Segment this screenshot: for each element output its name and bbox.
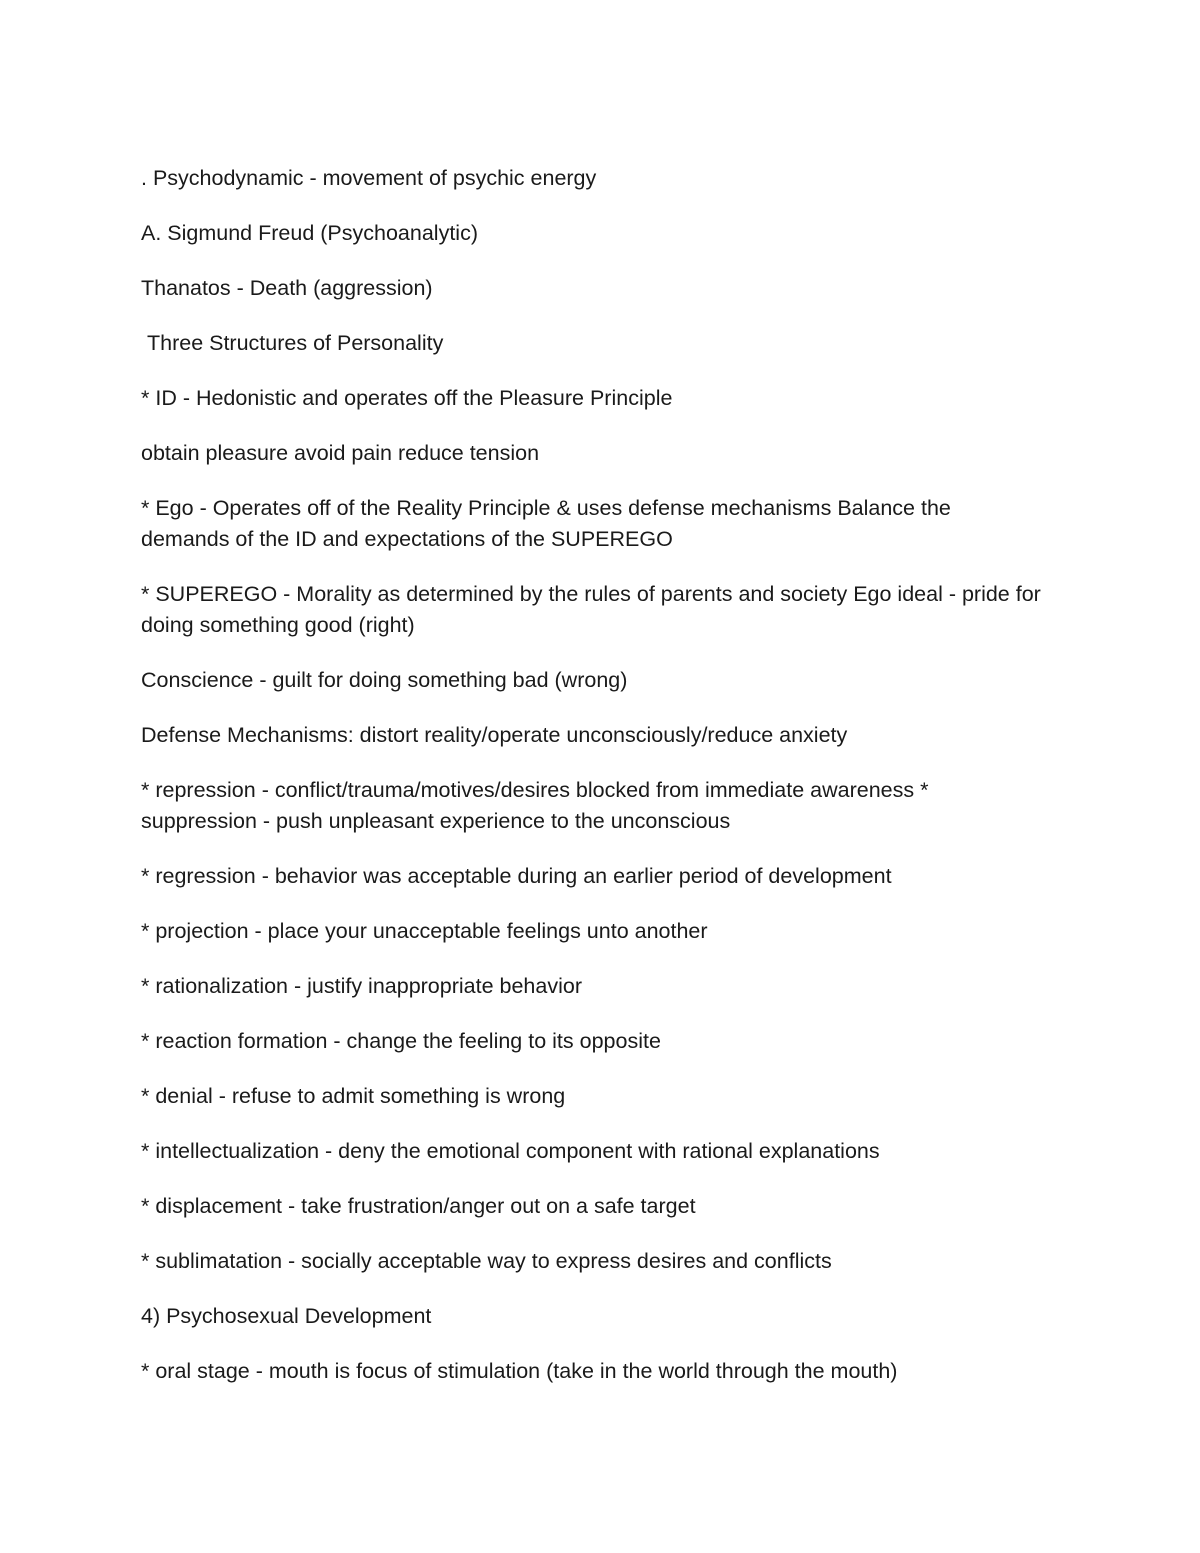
paragraph-superego: * SUPEREGO - Morality as determined by the rules of parents and society Ego ideal - pride for doing something good (right)	[141, 582, 1047, 637]
paragraph-psychodynamic: . Psychodynamic - movement of psychic energy	[141, 166, 597, 190]
paragraph-displacement: * displacement - take frustration/anger out on a safe target	[141, 1194, 696, 1218]
paragraph-reaction-formation: * reaction formation - change the feeling to its opposite	[141, 1029, 661, 1053]
paragraph-three-structures: Three Structures of Personality	[141, 331, 444, 355]
paragraph-obtain-pleasure: obtain pleasure avoid pain reduce tension	[141, 441, 540, 465]
document-body	[141, 163, 1047, 1411]
paragraph-repression: * repression - conflict/trauma/motives/desires blocked from immediate awareness * suppression - push unpleasant experience to the unconscious	[141, 778, 935, 833]
paragraph-conscience: Conscience - guilt for doing something bad (wrong)	[141, 668, 628, 692]
paragraph-rationalization: * rationalization - justify inappropriate behavior	[141, 974, 582, 998]
paragraph-sublimatation: * sublimatation - socially acceptable way to express desires and conflicts	[141, 1249, 832, 1273]
paragraph-ego: * Ego - Operates off of the Reality Principle & uses defense mechanisms Balance the demands of the ID and expectations of the SUPEREGO	[141, 496, 957, 551]
paragraph-denial: * denial - refuse to admit something is wrong	[141, 1084, 566, 1108]
paragraph-defense-mechanisms: Defense Mechanisms: distort reality/operate unconsciously/reduce anxiety	[141, 723, 848, 747]
paragraph-intellectualization: * intellectualization - deny the emotional component with rational explanations	[141, 1139, 880, 1163]
paragraph-regression: * regression - behavior was acceptable during an earlier period of development	[141, 864, 892, 888]
paragraph-sigmund-freud: A. Sigmund Freud (Psychoanalytic)	[141, 221, 478, 245]
paragraph-thanatos: Thanatos - Death (aggression)	[141, 276, 433, 300]
paragraph-oral-stage: * oral stage - mouth is focus of stimulation (take in the world through the mouth)	[141, 1359, 898, 1383]
paragraph-psychosexual-development: 4) Psychosexual Development	[141, 1304, 432, 1328]
paragraph-projection: * projection - place your unacceptable feelings unto another	[141, 919, 708, 943]
paragraph-id: * ID - Hedonistic and operates off the Pleasure Principle	[141, 386, 673, 410]
